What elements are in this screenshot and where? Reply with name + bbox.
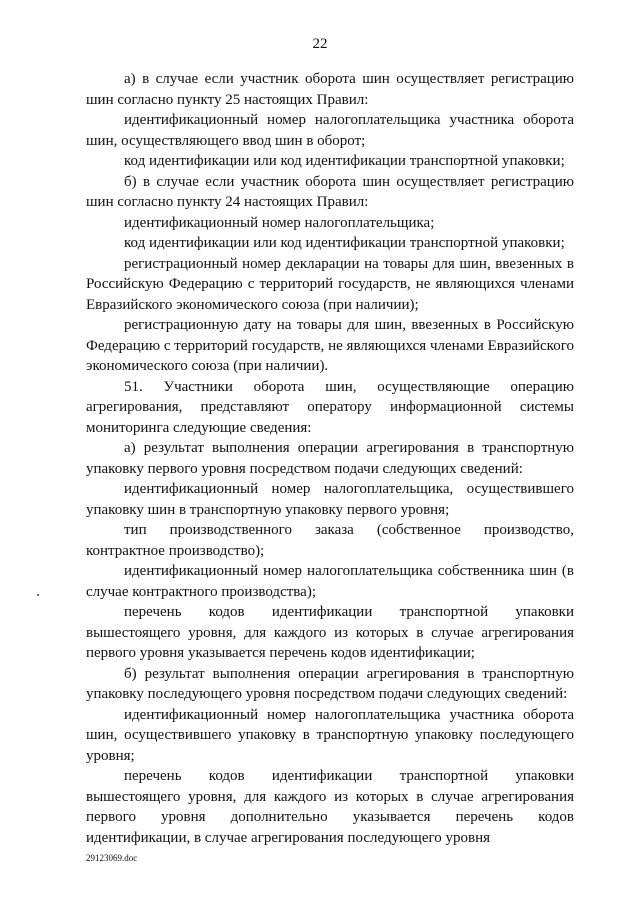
- paragraph: а) в случае если участник оборота шин осуществляет регистрацию шин согласно пункту 25 настоящих Правил:: [86, 71, 574, 108]
- paragraph: идентификационный номер налогоплательщика участника оборота шин, осуществляющего ввод шин в оборот;: [86, 112, 574, 149]
- paragraph: идентификационный номер налогоплательщика;: [124, 214, 435, 231]
- paragraph: перечень кодов идентификации транспортной упаковки вышестоящего уровня, для каждого из которых в случае агрегирования первого уровня указывается перечень кодов идентификации;: [86, 604, 574, 661]
- page-number: 22: [312, 36, 328, 52]
- paragraph: перечень кодов идентификации транспортной упаковки вышестоящего уровня, для каждого из которых в случае агрегирования первого уровня дополнительно указывается перечень кодов идентификации, в случае агрегирования последующего уровня: [86, 768, 574, 846]
- paragraph: идентификационный номер налогоплательщика собственника шин (в случае контрактного производства);: [86, 563, 574, 600]
- document-body: [86, 69, 574, 848]
- paragraph: б) в случае если участник оборота шин осуществляет регистрацию шин согласно пункту 24 настоящих Правил:: [86, 173, 574, 210]
- paragraph-51: 51. Участники оборота шин, осуществляющие операцию агрегирования, представляют оператору информационной системы мониторинга следующие сведения:: [86, 378, 574, 436]
- paragraph: идентификационный номер налогоплательщика, осуществившего упаковку шин в транспортную упаковку первого уровня;: [86, 481, 574, 518]
- paragraph: идентификационный номер налогоплательщика участника оборота шин, осуществившего упаковку в транспортную упаковку последующего уровня;: [86, 706, 574, 764]
- paragraph: регистрационную дату на товары для шин, ввезенных в Российскую Федерацию с территорий государств, не являющихся членами Евразийского экономического союза (при наличии).: [86, 317, 574, 374]
- paragraph: а) результат выполнения операции агрегирования в транспортную упаковку первого уровня посредством подачи следующих сведений:: [86, 440, 574, 477]
- margin-mark: [37, 594, 39, 596]
- paragraph: тип производственного заказа (собственное производство, контрактное производство);: [86, 522, 574, 559]
- paragraph: код идентификации или код идентификации транспортной упаковки;: [124, 153, 565, 169]
- footer-filename: 29123069.doc: [86, 853, 138, 863]
- paragraph: б) результат выполнения операции агрегирования в транспортную упаковку последующего уровня посредством подачи следующих сведений:: [86, 665, 574, 702]
- paragraph: регистрационный номер декларации на товары для шин, ввезенных в Российскую Федерацию с территорий государств, не являющихся членами Евразийского экономического союза (при наличии);: [86, 255, 574, 313]
- paragraph: код идентификации или код идентификации транспортной упаковки;: [124, 235, 565, 251]
